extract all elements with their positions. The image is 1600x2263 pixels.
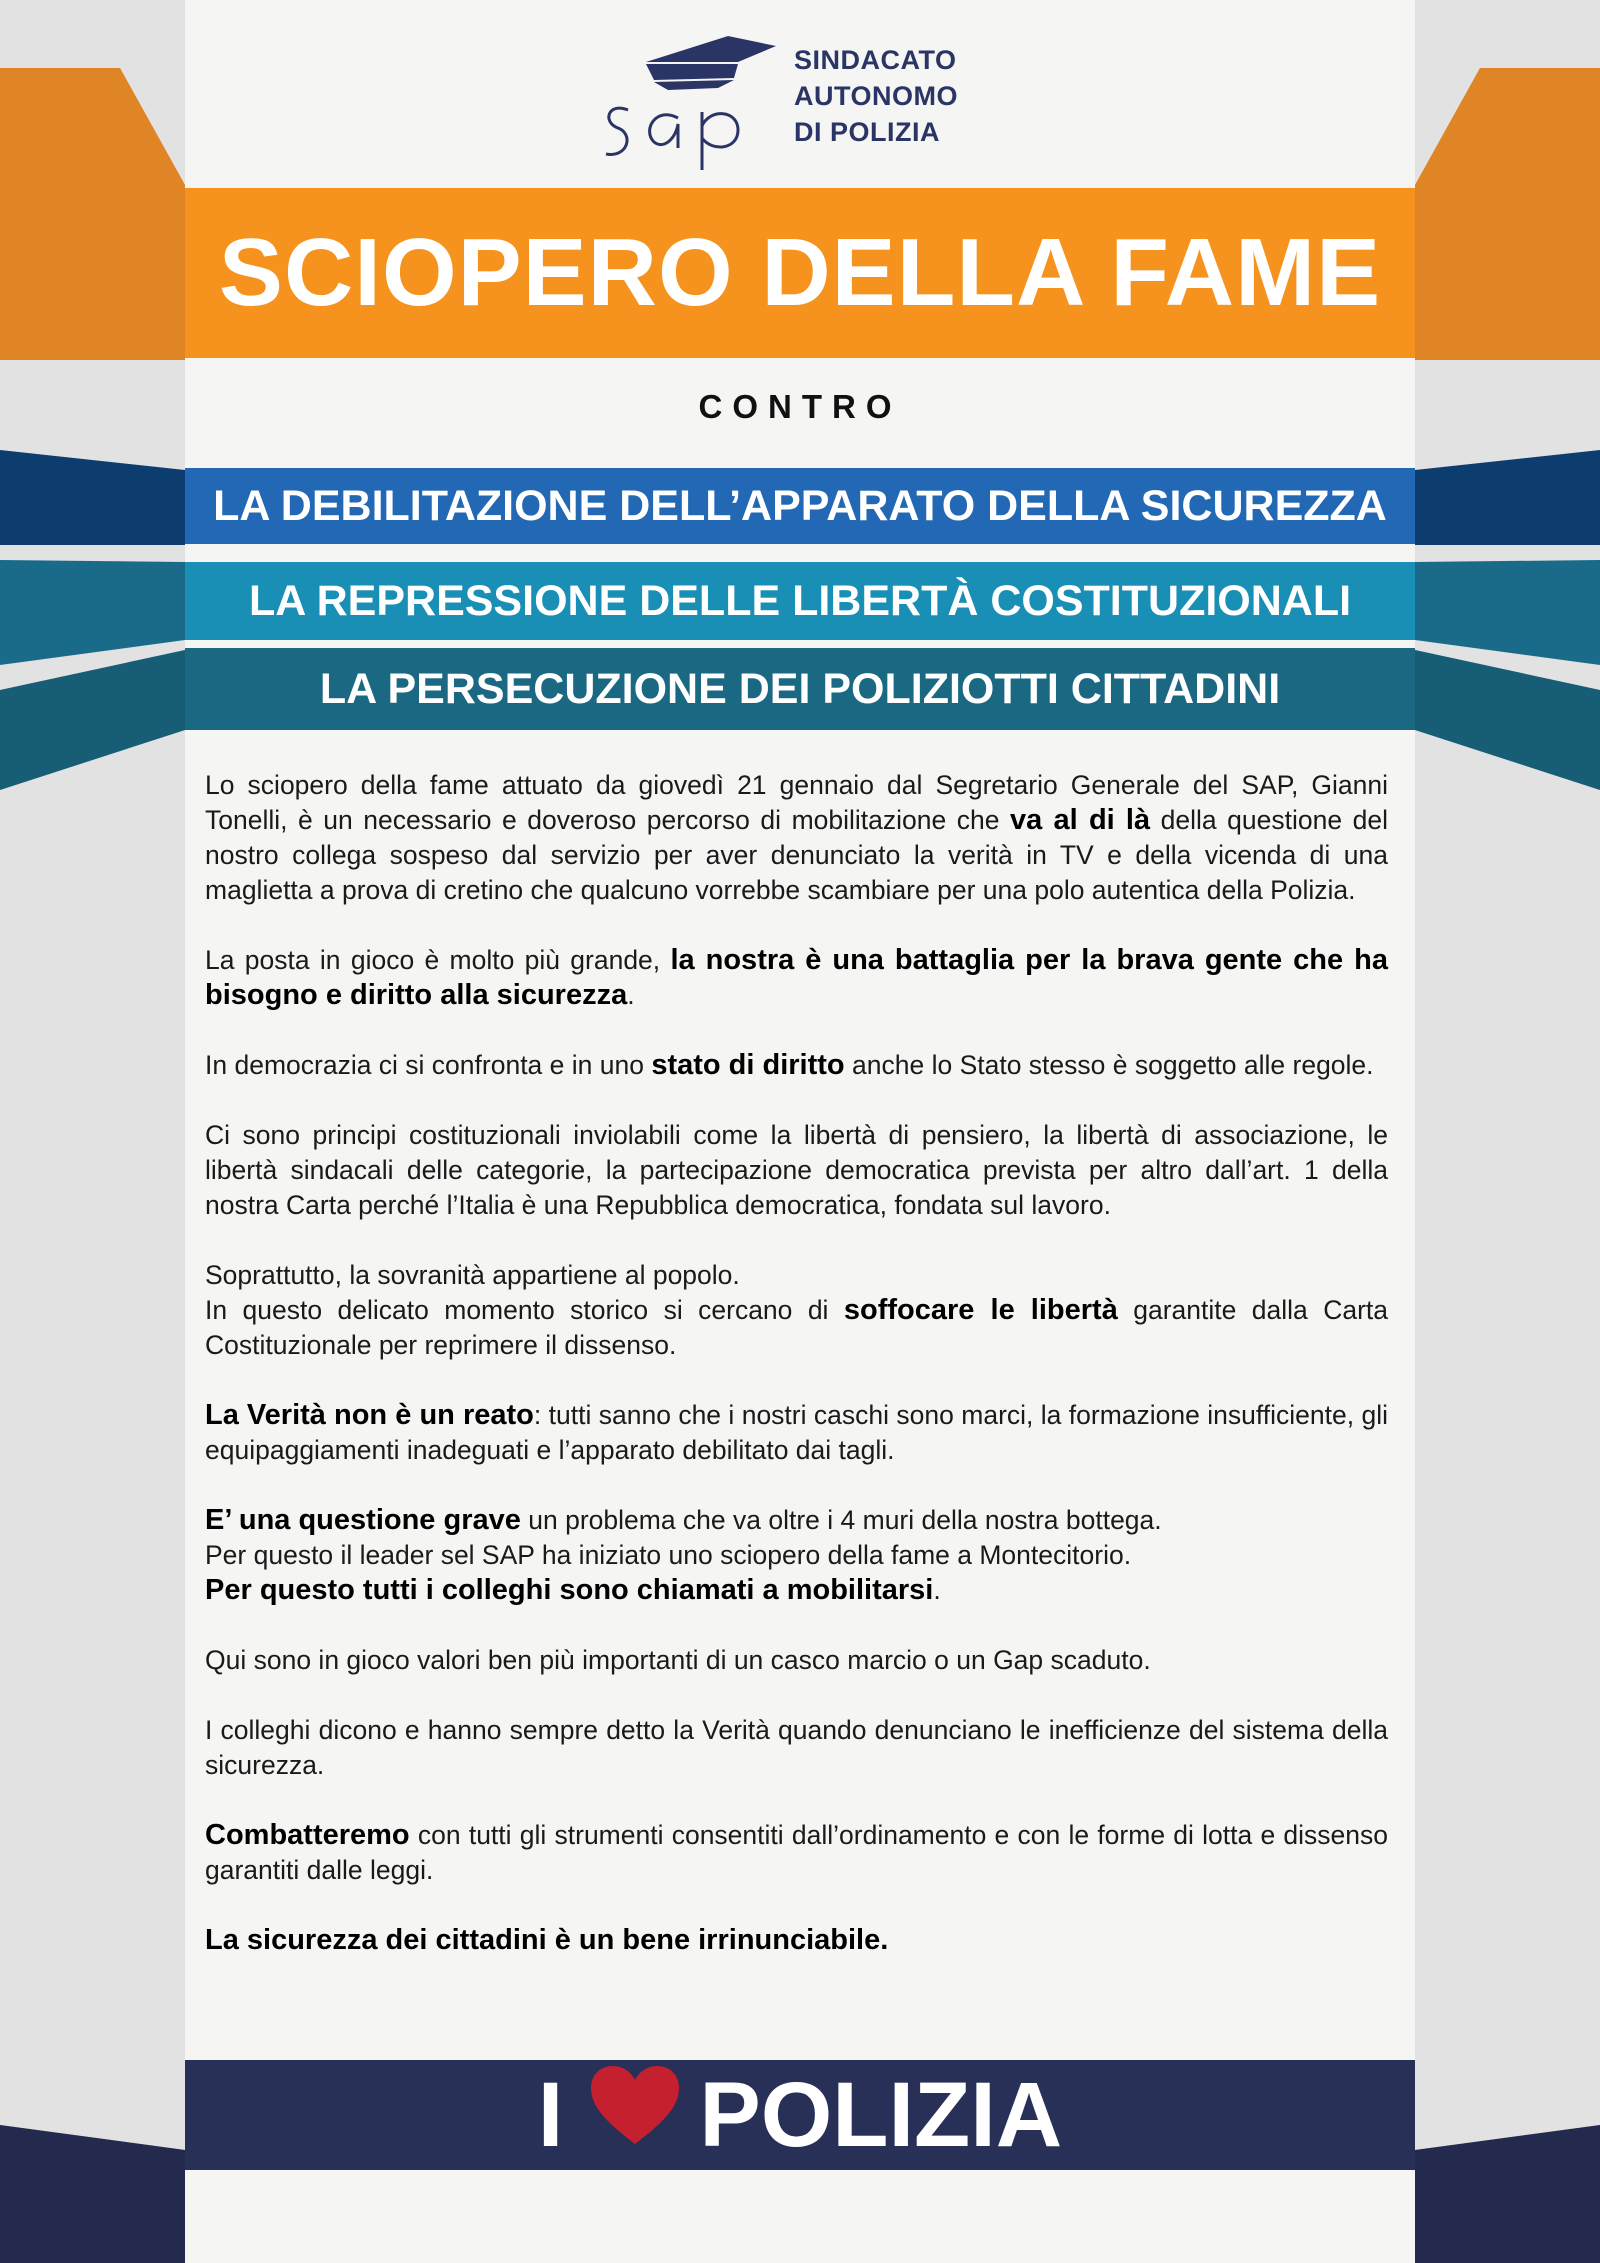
teal-band-left-tail — [0, 560, 185, 665]
navy-band-right-shade — [1415, 2125, 1600, 2263]
paragraph-8: Qui sono in gioco valori ben più importanti di un casco marcio o un Gap scaduto. — [205, 1645, 1151, 1675]
logo-line-2: AUTONOMO — [794, 81, 958, 111]
paragraph-10: Combatteremo con tutti gli strumenti consentiti dall’ordinamento e con le forme di lotta e dissenso garantiti dalle leggi. — [205, 1819, 1388, 1885]
navy-band-left-shade — [0, 2125, 185, 2263]
paragraph-3: In democrazia ci si confronta e in uno stato di diritto anche lo Stato stesso è soggetto alle regole. — [205, 1049, 1374, 1081]
paragraph-9: I colleghi dicono e hanno sempre detto la Verità quando denunciano le inefficienze del sistema della sicurezza. — [205, 1715, 1388, 1780]
paragraph-11: La sicurezza dei cittadini è un bene irrinunciabile. — [205, 1924, 889, 1956]
petrol-band-left-shade — [0, 650, 185, 790]
band-2-text: LA REPRESSIONE DELLE LIBERTÀ COSTITUZIONALI — [248, 577, 1352, 625]
paragraph-5: Soprattutto, la sovranità appartiene al popolo. In questo delicato momento storico si cercano di soffocare le libertà garantite dalla Carta Costituzionale per reprimere il dissenso. — [205, 1260, 1388, 1360]
orange-ribbon-left-fold — [0, 68, 185, 360]
logo-wordmark — [794, 42, 958, 150]
body-text — [205, 768, 1388, 1993]
paragraph-1: Lo sciopero della fame attuato da giovedì 21 gennaio dal Segretario Generale del SAP, Gianni Tonelli, è un necessario e doveroso percorso di mobilitazione che va al di là della questione del nostro collega sospeso dal servizio per aver denunciato la verità in TV e della vicenda di una maglietta a prova di cretino che qualcuno vorrebbe scambiare per una polo autentica della Polizia. — [205, 770, 1388, 905]
police-cap-icon — [598, 30, 788, 170]
heart-icon — [589, 2063, 681, 2168]
sap-logo — [598, 30, 1018, 170]
subtitle-contro: CONTRO — [698, 388, 902, 425]
footer-left-word: I — [537, 2063, 564, 2166]
paragraph-4: Ci sono principi costituzionali inviolabili come la libertà di pensiero, la libertà di associazione, le libertà sindacali delle categorie, la partecipazione democratica prevista per altro dall’art. 1 della nostra Carta perché l’Italia è una Repubblica democratica, fondata sul lavoro. — [205, 1120, 1388, 1220]
logo-line-3: DI POLIZIA — [794, 117, 940, 147]
paragraph-7: E’ una questione grave un problema che va oltre i 4 muri della nostra bottega. Per questo il leader sel SAP ha iniziato uno sciopero della fame a Montecitorio. Per questo tutti i colleghi sono chiamati a mobilitarsi. — [205, 1504, 1162, 1606]
teal-band-right-tail — [1415, 560, 1600, 665]
paragraph-2: La posta in gioco è molto più grande, la nostra è una battaglia per la brava gente che ha bisogno e diritto alla sicurezza. — [205, 944, 1388, 1011]
footer-slogan — [185, 2060, 1415, 2170]
logo-line-1: SINDACATO — [794, 45, 957, 75]
orange-ribbon-right-fold — [1415, 68, 1600, 360]
main-title: SCIOPERO DELLA FAME — [218, 219, 1382, 326]
footer-right-word: POLIZIA — [699, 2063, 1063, 2166]
band-1-text: LA DEBILITAZIONE DELL’APPARATO DELLA SICUREZZA — [213, 482, 1387, 530]
petrol-band-right-shade — [1415, 650, 1600, 790]
band-3-text: LA PERSECUZIONE DEI POLIZIOTTI CITTADINI — [319, 665, 1281, 713]
blue-band-left-tail — [0, 450, 185, 545]
blue-band-right-tail — [1415, 450, 1600, 545]
paragraph-6: La Verità non è un reato: tutti sanno che i nostri caschi sono marci, la formazione insufficiente, gli equipaggiamenti inadeguati e l’apparato debilitato dai tagli. — [205, 1399, 1388, 1465]
